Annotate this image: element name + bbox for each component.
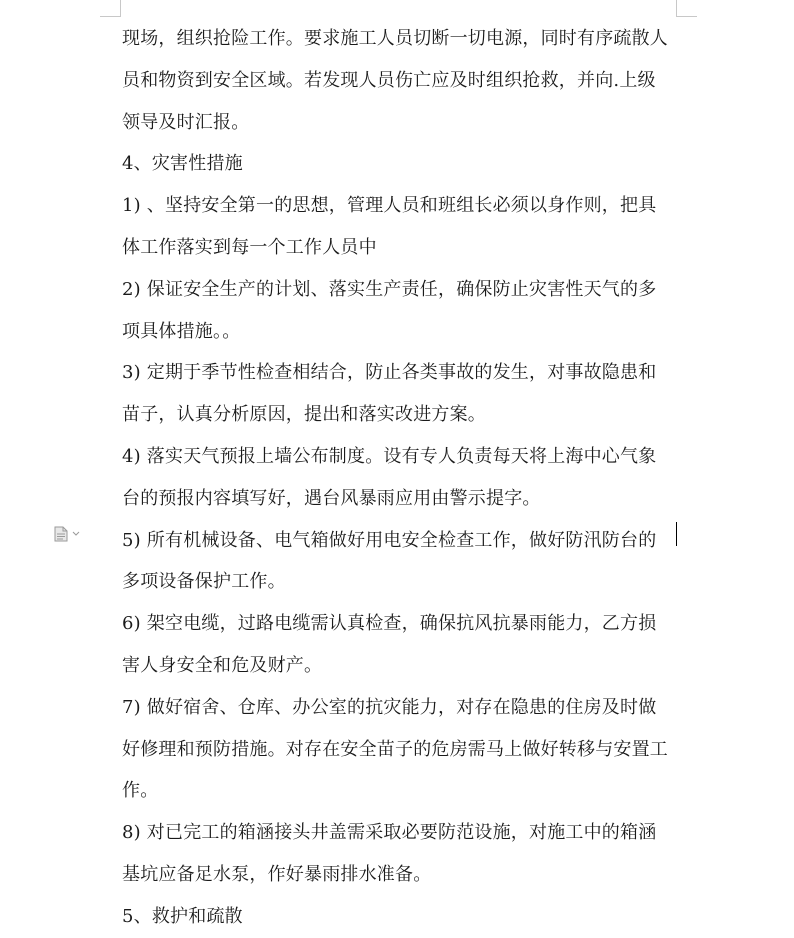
text-line: 好修理和预防措施。对存在安全苗子的危房需马上做好转移与安置工	[122, 738, 668, 760]
text-line: 8) 对已完工的箱涵接头井盖需采取必要防范设施，对施工中的箱涵	[122, 822, 657, 844]
text-line: 体工作落实到每一个工作人员中	[122, 236, 377, 258]
text-line: 5) 所有机械设备、电气箱做好用电安全检查工作，做好防汛防台的	[122, 529, 657, 551]
text-line: 1) 、坚持安全第一的思想，管理人员和班组长必须以身作则，把具	[122, 195, 657, 217]
margin-corner-top-left	[100, 0, 121, 17]
chevron-down-icon	[72, 531, 80, 537]
text-line: 台的预报内容填写好，遇台风暴雨应用由警示提字。	[122, 487, 541, 509]
text-line: 3) 定期于季节性检查相结合，防止各类事故的发生，对事故隐患和	[122, 362, 657, 384]
text-line: 苗子，认真分析原因，提出和落实改进方案。	[122, 404, 486, 426]
text-line: 害人身安全和危及财产。	[122, 654, 323, 676]
text-line: 7) 做好宿舍、仓库、办公室的抗灾能力，对存在隐患的住房及时做	[122, 696, 657, 718]
margin-corner-top-right	[676, 0, 697, 17]
text-line: 多项设备保护工作。	[122, 571, 286, 593]
section-heading: 4、灾害性措施	[122, 153, 243, 175]
text-cursor	[676, 522, 677, 546]
text-line: 现场，组织抢险工作。要求施工人员切断一切电源，同时有序疏散人	[122, 28, 668, 49]
paragraph-options-button[interactable]	[54, 526, 82, 542]
text-line: 基坑应备足水泵，作好暴雨排水准备。	[122, 863, 432, 885]
text-line: 项具体措施。。	[122, 320, 241, 342]
section-heading: 5、救护和疏散	[122, 905, 243, 927]
text-line: 领导及时汇报。	[122, 111, 250, 133]
text-line: 4) 落实天气预报上墙公布制度。设有专人负责每天将上海中心气象	[122, 445, 657, 467]
document-paragraph-icon	[54, 526, 68, 542]
document-body[interactable]	[122, 18, 678, 938]
text-line: 2) 保证安全生产的计划、落实生产责任，确保防止灾害性天气的多	[122, 278, 657, 300]
text-line: 6) 架空电缆，过路电缆需认真检查，确保抗风抗暴雨能力，乙方损	[122, 613, 657, 635]
text-line: 作。	[122, 780, 159, 802]
text-line: 员和物资到安全区域。若发现人员伤亡应及时组织抢救，并向.上级	[122, 69, 656, 91]
